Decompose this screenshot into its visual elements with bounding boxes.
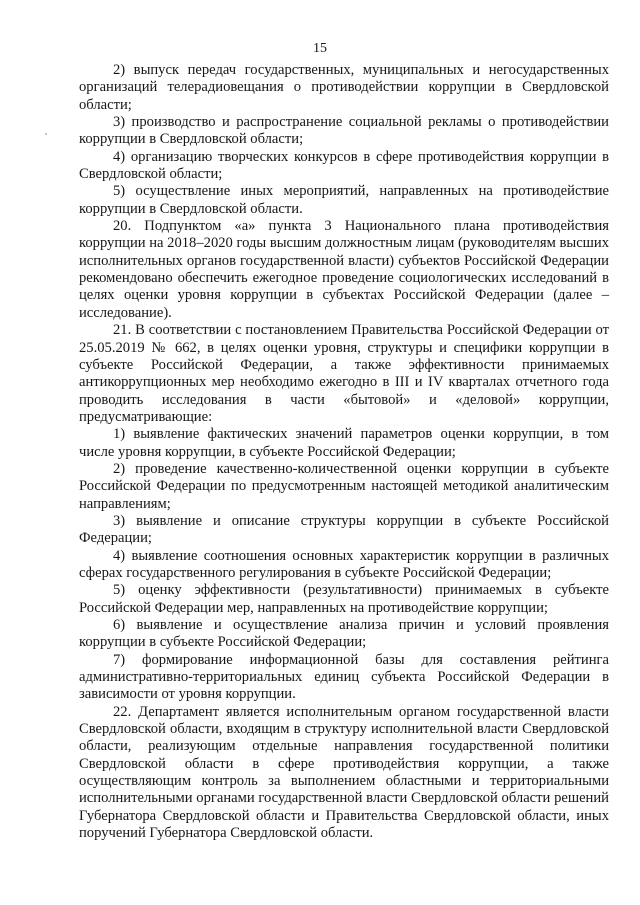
- paragraph-subitem-7: 7) формирование информационной базы для составления рейтинга административно-территориальных единиц субъекта Российской Федерации в зависимости от уровня коррупции.: [79, 651, 609, 703]
- paragraph-subitem-2: 2) проведение качественно-количественной оценки коррупции в субъекте Российской Федерации по предусмотренным настоящей методикой аналитическим направлениям;: [79, 460, 609, 512]
- paragraph-item-3: 3) производство и распространение социальной рекламы о противодействии коррупции в Свердловской области;: [79, 114, 609, 148]
- document-body: [79, 62, 609, 842]
- paragraph-subitem-5: 5) оценку эффективности (результативности) принимаемых в субъекте Российской Федерации мер, направленных на противодействие коррупции;: [79, 582, 609, 616]
- paragraph-subitem-4: 4) выявление соотношения основных характеристик коррупции в различных сферах государственного регулирования в субъекте Российской Федерации;: [79, 547, 609, 581]
- paragraph-subitem-1: 1) выявление фактических значений параметров оценки коррупции, в том числе уровня коррупции, в субъекте Российской Федерации;: [79, 426, 609, 460]
- paragraph-item-5: 5) осуществление иных мероприятий, направленных на противодействие коррупции в Свердловской области.: [79, 183, 609, 217]
- paragraph-clause-22: 22. Департамент является исполнительным органом государственной власти Свердловской области, входящим в структуру исполнительной власти Свердловской области, реализующим отдельные направления государственной политики Свердловской области в сфере противодействия коррупции, а также осуществляющим контроль за выполнением областными и территориальными исполнительными органами государственной власти Свердловской области решений Губернатора Свердловской области и Правительства Свердловской области, иных поручений Губернатора Свердловской области.: [79, 703, 609, 842]
- paragraph-subitem-6: 6) выявление и осуществление анализа причин и условий проявления коррупции в субъекте Российской Федерации;: [79, 617, 609, 651]
- page-number: 15: [313, 41, 327, 56]
- paragraph-subitem-3: 3) выявление и описание структуры коррупции в субъекте Российской Федерации;: [79, 512, 609, 547]
- paragraph-clause-20: 20. Подпунктом «а» пункта 3 Национального плана противодействия коррупции на 2018–2020 годы высшим должностным лицам (руководителям высших исполнительных органов государственной власти) субъектов Российской Федерации рекомендовано обеспечить ежегодное проведение социологических исследований в целях оценки уровня коррупции в субъектах Российской Федерации (далее – исследование).: [79, 218, 610, 321]
- paragraph-item-4: 4) организацию творческих конкурсов в сфере противодействия коррупции в Свердловской области;: [79, 148, 609, 183]
- paragraph-clause-21: 21. В соответствии с постановлением Правительства Российской Федерации от 25.05.2019 № 662, в целях оценки уровня, структуры и специфики коррупции в субъекте Российской Федерации, а также эффективности принимаемых антикоррупционных мер необходимо ежегодно в III и IV кварталах отчетного года проводить исследования в части «бытовой» и «деловой» коррупции, предусматривающие:: [79, 322, 609, 425]
- scan-speck: [45, 133, 47, 135]
- paragraph-item-2: 2) выпуск передач государственных, муниципальных и негосударственных организаций телерадиовещания о противодействии коррупции в Свердловской области;: [79, 62, 609, 113]
